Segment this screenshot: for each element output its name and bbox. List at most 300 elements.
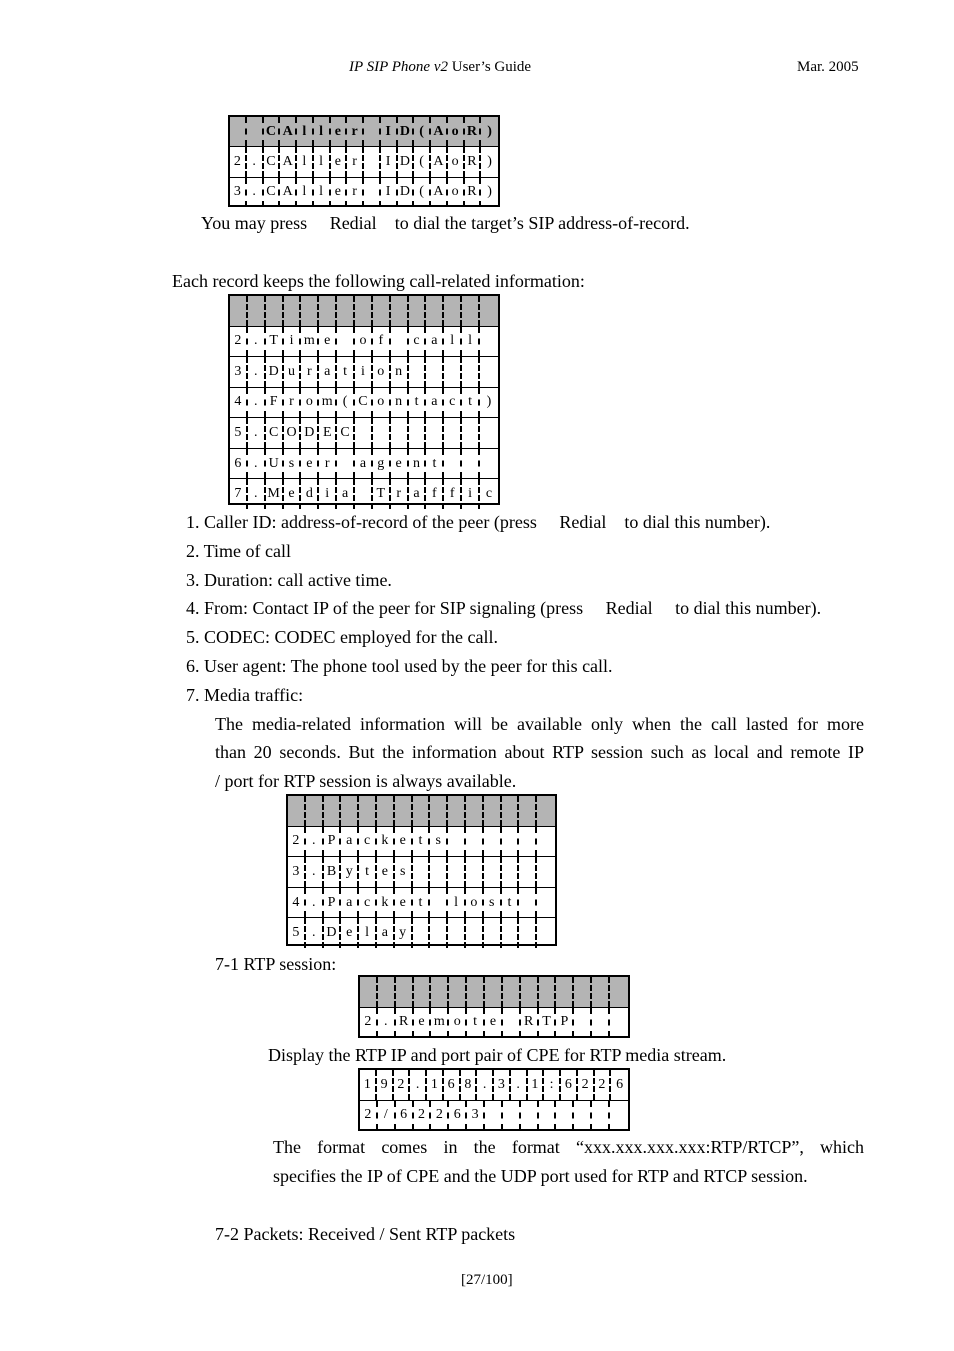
lcd-cell: a — [319, 357, 337, 387]
lcd-cell: i — [319, 479, 337, 509]
lcd-cell: R — [396, 1008, 414, 1038]
lcd-cell — [485, 977, 503, 1007]
lcd-cell — [414, 977, 432, 1007]
lcd-cell — [391, 296, 409, 326]
lcd-cell: 1 — [427, 1070, 444, 1100]
item1-key: Redial — [559, 512, 607, 532]
lcd-cell — [391, 418, 409, 448]
lcd-cell: I — [381, 147, 398, 176]
lcd-cell: e — [331, 117, 348, 146]
lcd-cell: 5 — [288, 918, 306, 948]
lcd-cell — [284, 296, 302, 326]
lcd-cell: 2 — [360, 1008, 378, 1038]
lcd-cell: R — [521, 1008, 539, 1038]
lcd-cell — [248, 296, 266, 326]
lcd-cell — [373, 296, 391, 326]
lcd-cell: T — [266, 327, 284, 357]
item1-post: to dial this number). — [624, 512, 771, 532]
lcd-row — [230, 296, 498, 326]
rtp-display-text: Display the RTP IP and port pair of CPE for RTP media stream. — [268, 1045, 727, 1065]
lcd-cell: C — [264, 178, 281, 207]
lcd-cell: e — [284, 479, 302, 509]
lcd-cell: . — [248, 449, 266, 479]
lcd-cell: R — [465, 178, 482, 207]
lcd-cell: f — [373, 327, 391, 357]
lcd-cell — [359, 796, 377, 826]
lcd-cell: e — [331, 178, 348, 207]
lcd-cell: . — [306, 918, 324, 948]
lcd-caller-list — [228, 115, 500, 207]
lcd-row — [288, 917, 555, 948]
lcd-cell: l — [297, 117, 314, 146]
lcd-cell — [556, 1101, 574, 1131]
lcd-cell: 2 — [431, 1101, 449, 1131]
lcd-cell — [537, 827, 555, 857]
lcd-cell — [537, 857, 555, 887]
lcd-cell: y — [395, 918, 413, 948]
lcd-cell — [337, 449, 355, 479]
lcd-cell — [355, 296, 373, 326]
lcd-cell — [431, 977, 449, 1007]
lcd-cell: l — [359, 918, 377, 948]
lcd-cell: . — [306, 857, 324, 887]
lcd-cell — [502, 918, 520, 948]
lcd-cell: c — [359, 888, 377, 918]
lcd-cell: r — [319, 449, 337, 479]
lcd-cell — [521, 977, 539, 1007]
lcd-cell — [448, 827, 466, 857]
lcd-cell: o — [373, 357, 391, 387]
lcd-cell: 5 — [230, 418, 248, 448]
lcd-cell — [519, 918, 537, 948]
lcd-cell: ( — [414, 178, 431, 207]
lcd-cell: C — [355, 388, 373, 418]
redial-key: Redial — [329, 213, 377, 233]
redial-line — [201, 213, 690, 234]
lcd-record-info — [228, 294, 500, 505]
lcd-cell: 6 — [396, 1101, 414, 1131]
lcd-cell — [448, 796, 466, 826]
lcd-cell — [444, 357, 462, 387]
lcd-cell: c — [444, 388, 462, 418]
lcd-cell: A — [280, 147, 297, 176]
lcd-cell — [413, 857, 431, 887]
lcd-cell — [466, 796, 484, 826]
lcd-cell: 6 — [616, 1076, 624, 1092]
item4-key: Redial — [605, 598, 653, 618]
lcd-cell: l — [444, 327, 462, 357]
lcd-cell: I — [381, 117, 398, 146]
list-item-5: 5. CODEC: CODEC employed for the call. — [186, 627, 498, 647]
lcd-cell: a — [341, 827, 359, 857]
lcd-cell: ( — [414, 147, 431, 176]
lcd-cell: t — [462, 388, 480, 418]
page-number: [27/100] — [461, 1272, 513, 1288]
lcd-cell: e — [377, 857, 395, 887]
lcd-cell: . — [248, 327, 266, 357]
lcd-cell — [466, 857, 484, 887]
lcd-cell — [230, 296, 248, 326]
lcd-cell — [373, 418, 391, 448]
lcd-cell: m — [431, 1008, 449, 1038]
lcd-cell — [413, 918, 431, 948]
lcd-cell: e — [395, 827, 413, 857]
lcd-cell: o — [448, 117, 465, 146]
lcd-row — [230, 356, 498, 387]
lcd-row — [230, 177, 498, 207]
lcd-cell: 3 — [230, 357, 248, 387]
lcd-cell: ( — [414, 117, 431, 146]
lcd-cell: n — [409, 449, 427, 479]
lcd-cell: u — [284, 357, 302, 387]
lcd-cell: 2 — [230, 147, 247, 176]
list-item-7: 7. Media traffic: — [186, 685, 304, 705]
lcd-cell: A — [431, 178, 448, 207]
redial-line-post: to dial the target’s SIP address-of-record. — [394, 213, 690, 233]
lcd-cell: C — [264, 117, 281, 146]
lcd-cell — [306, 796, 324, 826]
lcd-cell — [319, 296, 337, 326]
lcd-cell — [409, 357, 427, 387]
lcd-cell — [444, 449, 462, 479]
lcd-cell: l — [297, 147, 314, 176]
lcd-cell: . — [247, 178, 264, 207]
lcd-cell: 2 — [414, 1101, 432, 1131]
lcd-cell: . — [378, 1008, 396, 1038]
format-paragraph-line-2: specifies the IP of CPE and the UDP port used for RTP and RTCP session. — [273, 1166, 808, 1186]
lcd-cell: e — [331, 147, 348, 176]
lcd-cell: I — [381, 178, 398, 207]
lcd-cell: o — [301, 388, 319, 418]
lcd-cell: 9 — [377, 1070, 394, 1100]
lcd-cell — [444, 296, 462, 326]
lcd-cell — [395, 796, 413, 826]
lcd-cell: t — [502, 888, 520, 918]
lcd-cell: g — [373, 449, 391, 479]
lcd-cell: . — [248, 418, 266, 448]
lcd-cell — [391, 327, 409, 357]
lcd-cell: P — [324, 888, 342, 918]
lcd-cell: D — [398, 117, 415, 146]
lcd-cell: D — [398, 178, 415, 207]
list-item-2: 2. Time of call — [186, 541, 292, 561]
lcd-cell: e — [319, 327, 337, 357]
lcd-cell — [484, 918, 502, 948]
lcd-cell: T — [373, 479, 391, 509]
lcd-cell — [610, 1008, 628, 1038]
lcd-cell — [426, 418, 444, 448]
lcd-cell — [592, 1008, 610, 1038]
lcd-cell: m — [319, 388, 337, 418]
lcd-cell — [466, 918, 484, 948]
lcd-cell: c — [359, 827, 377, 857]
lcd-cell — [430, 857, 448, 887]
lcd-cell: e — [414, 1008, 432, 1038]
lcd-cell: 2 — [230, 327, 248, 357]
lcd-cell: ) — [486, 394, 492, 410]
lcd-cell: C — [266, 418, 284, 448]
lcd-row — [288, 856, 555, 887]
format-paragraph-line-1: The format comes in the format “xxx.xxx.xxx.xxx:RTP/RTCP”, which — [273, 1137, 864, 1157]
redial-line-pre: You may press — [201, 213, 308, 233]
lcd-cell: D — [398, 147, 415, 176]
lcd-cell: D — [301, 418, 319, 448]
lcd-cell: 2 — [595, 1070, 612, 1100]
lcd-cell: e — [341, 918, 359, 948]
lcd-cell: m — [301, 327, 319, 357]
lcd-row — [230, 146, 498, 176]
lcd-cell — [426, 357, 444, 387]
lcd-cell: n — [391, 388, 409, 418]
lcd-cell: ) — [487, 123, 492, 139]
lcd-cell: l — [314, 147, 331, 176]
lcd-cell: 2 — [578, 1070, 595, 1100]
lcd-cell: r — [301, 357, 319, 387]
lcd-cell — [466, 827, 484, 857]
lcd-cell: o — [448, 147, 465, 176]
item1-pre: 1. Caller ID: address-of-record of the peer (press — [186, 512, 537, 532]
media-paragraph-line-3: / port for RTP session is always available. — [215, 771, 517, 791]
header-title-italic: IP SIP Phone v2 — [349, 59, 449, 75]
lcd-cell: 6 — [444, 1070, 461, 1100]
lcd-cell: A — [280, 178, 297, 207]
lcd-cell: s — [395, 857, 413, 887]
lcd-cell — [467, 977, 485, 1007]
lcd-cell: r — [347, 117, 364, 146]
lcd-cell — [519, 796, 537, 826]
lcd-cell: . — [511, 1070, 528, 1100]
lcd-cell: 3 — [288, 857, 306, 887]
lcd-cell — [355, 418, 373, 448]
lcd-cell: 1 — [360, 1070, 377, 1100]
lcd-cell: ) — [487, 184, 492, 200]
lcd-cell: D — [324, 918, 342, 948]
lcd-cell: ) — [487, 153, 492, 169]
lcd-cell — [364, 117, 381, 146]
lcd-cell: . — [477, 1070, 494, 1100]
lcd-cell — [266, 296, 284, 326]
lcd-cell: 3 — [494, 1070, 511, 1100]
lcd-cell — [537, 888, 555, 918]
lcd-cell: a — [409, 479, 427, 509]
lcd-row — [230, 448, 498, 479]
lcd-cell: A — [431, 147, 448, 176]
lcd-cell: l — [314, 178, 331, 207]
lcd-cell — [448, 918, 466, 948]
lcd-cell — [519, 888, 537, 918]
lcd-cell: c — [409, 327, 427, 357]
lcd-cell: n — [391, 357, 409, 387]
lcd-cell — [503, 977, 521, 1007]
lcd-cell — [503, 1008, 521, 1038]
lcd-row — [230, 117, 498, 146]
lcd-row — [230, 478, 498, 509]
lcd-cell: t — [409, 388, 427, 418]
lcd-cell — [449, 977, 467, 1007]
lcd-cell: e — [485, 1008, 503, 1038]
lcd-cell — [364, 178, 381, 207]
lcd-cell: o — [355, 327, 373, 357]
lcd-cell — [337, 327, 355, 357]
lcd-cell: 2 — [360, 1101, 378, 1131]
lcd-row — [230, 387, 498, 418]
lcd-row — [288, 826, 555, 857]
lcd-cell: U — [266, 449, 284, 479]
lcd-cell — [430, 918, 448, 948]
lcd-cell: 2 — [288, 827, 306, 857]
lcd-cell — [341, 796, 359, 826]
lcd-cell: . — [247, 147, 264, 176]
lcd-cell: P — [324, 827, 342, 857]
lcd-cell — [519, 857, 537, 887]
lcd-cell: 3 — [230, 178, 247, 207]
lcd-cell — [396, 977, 414, 1007]
lcd-cell: a — [341, 888, 359, 918]
lcd-cell — [485, 1101, 503, 1131]
item4-pre: 4. From: Contact IP of the peer for SIP signaling (press — [186, 598, 584, 618]
lcd-cell — [448, 857, 466, 887]
lcd-cell — [574, 1101, 592, 1131]
list-item-3: 3. Duration: call active time. — [186, 570, 392, 590]
packets-heading: 7-2 Packets: Received / Sent RTP packets — [215, 1224, 516, 1244]
lcd-cell — [556, 977, 574, 1007]
lcd-cell: t — [467, 1008, 485, 1038]
lcd-cell: a — [377, 918, 395, 948]
lcd-cell — [539, 977, 557, 1007]
lcd-cell — [484, 827, 502, 857]
lcd-cell: a — [355, 449, 373, 479]
lcd-cell — [462, 357, 480, 387]
lcd-cell: 6 — [230, 449, 248, 479]
lcd-cell — [462, 449, 480, 479]
lcd-cell — [462, 418, 480, 448]
lcd-cell — [519, 827, 537, 857]
lcd-cell: s — [284, 449, 302, 479]
lcd-cell — [409, 418, 427, 448]
lcd-cell: o — [466, 888, 484, 918]
lcd-cell — [480, 449, 498, 479]
lcd-cell: . — [410, 1070, 427, 1100]
lcd-cell: ( — [337, 388, 355, 418]
lcd-cell: r — [391, 479, 409, 509]
lcd-cell — [484, 796, 502, 826]
lcd-cell: r — [284, 388, 302, 418]
lcd-cell: 4 — [288, 888, 306, 918]
lcd-row — [288, 887, 555, 918]
lcd-cell: A — [280, 117, 297, 146]
lcd-cell: l — [448, 888, 466, 918]
lcd-cell: . — [248, 357, 266, 387]
lcd-cell — [521, 1101, 539, 1131]
lcd-cell — [364, 147, 381, 176]
lcd-cell: t — [337, 357, 355, 387]
lcd-cell — [484, 857, 502, 887]
lcd-cell — [409, 296, 427, 326]
lcd-cell — [537, 796, 555, 826]
lcd-cell — [378, 977, 396, 1007]
lcd-cell — [610, 977, 628, 1007]
lcd-cell: P — [556, 1008, 574, 1038]
media-paragraph-line-2: than 20 seconds. But the information about RTP session such as local and remote IP — [215, 742, 864, 762]
lcd-cell: f — [444, 479, 462, 509]
lcd-row — [360, 1070, 628, 1100]
lcd-cell — [502, 796, 520, 826]
lcd-cell: e — [301, 449, 319, 479]
lcd-cell: 1 — [528, 1070, 545, 1100]
lcd-cell — [480, 418, 498, 448]
lcd-cell: s — [430, 827, 448, 857]
lcd-cell — [324, 796, 342, 826]
lcd-cell — [377, 796, 395, 826]
lcd-cell: . — [248, 388, 266, 418]
list-item-6: 6. User agent: The phone tool used by the peer for this call. — [186, 656, 613, 676]
lcd-row — [288, 796, 555, 826]
lcd-cell — [337, 296, 355, 326]
lcd-cell — [537, 918, 555, 948]
lcd-cell: o — [449, 1008, 467, 1038]
lcd-cell: 3 — [467, 1101, 485, 1131]
lcd-cell: . — [248, 479, 266, 509]
lcd-cell: e — [395, 888, 413, 918]
lcd-cell: t — [413, 888, 431, 918]
lcd-cell — [480, 357, 498, 387]
lcd-cell — [574, 1008, 592, 1038]
lcd-cell: M — [266, 479, 284, 509]
lcd-cell: C — [264, 147, 281, 176]
page-header-title — [349, 59, 531, 76]
lcd-cell: r — [347, 147, 364, 176]
lcd-cell — [413, 796, 431, 826]
lcd-cell — [503, 1101, 521, 1131]
lcd-cell — [288, 796, 306, 826]
lcd-cell — [301, 296, 319, 326]
lcd-cell — [230, 117, 247, 146]
lcd-cell — [610, 1101, 628, 1131]
lcd-cell: k — [377, 827, 395, 857]
lcd-cell — [592, 1101, 610, 1131]
lcd-cell — [360, 977, 378, 1007]
lcd-cell — [480, 296, 498, 326]
lcd-rtp-session — [358, 975, 630, 1038]
lcd-cell: d — [301, 479, 319, 509]
lcd-cell: k — [377, 888, 395, 918]
lcd-cell — [444, 418, 462, 448]
lcd-cell — [502, 827, 520, 857]
page-header-date: Mar. 2005 — [797, 59, 859, 75]
lcd-cell: F — [266, 388, 284, 418]
lcd-cell: i — [462, 479, 480, 509]
lcd-cell: 2 — [394, 1070, 411, 1100]
lcd-cell: 6 — [561, 1070, 578, 1100]
lcd-cell — [430, 796, 448, 826]
list-item-1 — [186, 512, 770, 533]
lcd-cell: T — [539, 1008, 557, 1038]
lcd-cell — [462, 296, 480, 326]
lcd-row — [230, 417, 498, 448]
lcd-cell — [502, 857, 520, 887]
lcd-media-traffic — [286, 794, 557, 946]
lcd-cell — [480, 327, 498, 357]
header-title-rest: User’s Guide — [448, 59, 532, 75]
lcd-cell: . — [306, 888, 324, 918]
lcd-cell: a — [426, 327, 444, 357]
lcd-cell: R — [465, 147, 482, 176]
lcd-cell: c — [485, 486, 493, 502]
lcd-cell — [355, 479, 373, 509]
lcd-cell: a — [337, 479, 355, 509]
lcd-cell: 4 — [230, 388, 248, 418]
lcd-cell: a — [426, 388, 444, 418]
